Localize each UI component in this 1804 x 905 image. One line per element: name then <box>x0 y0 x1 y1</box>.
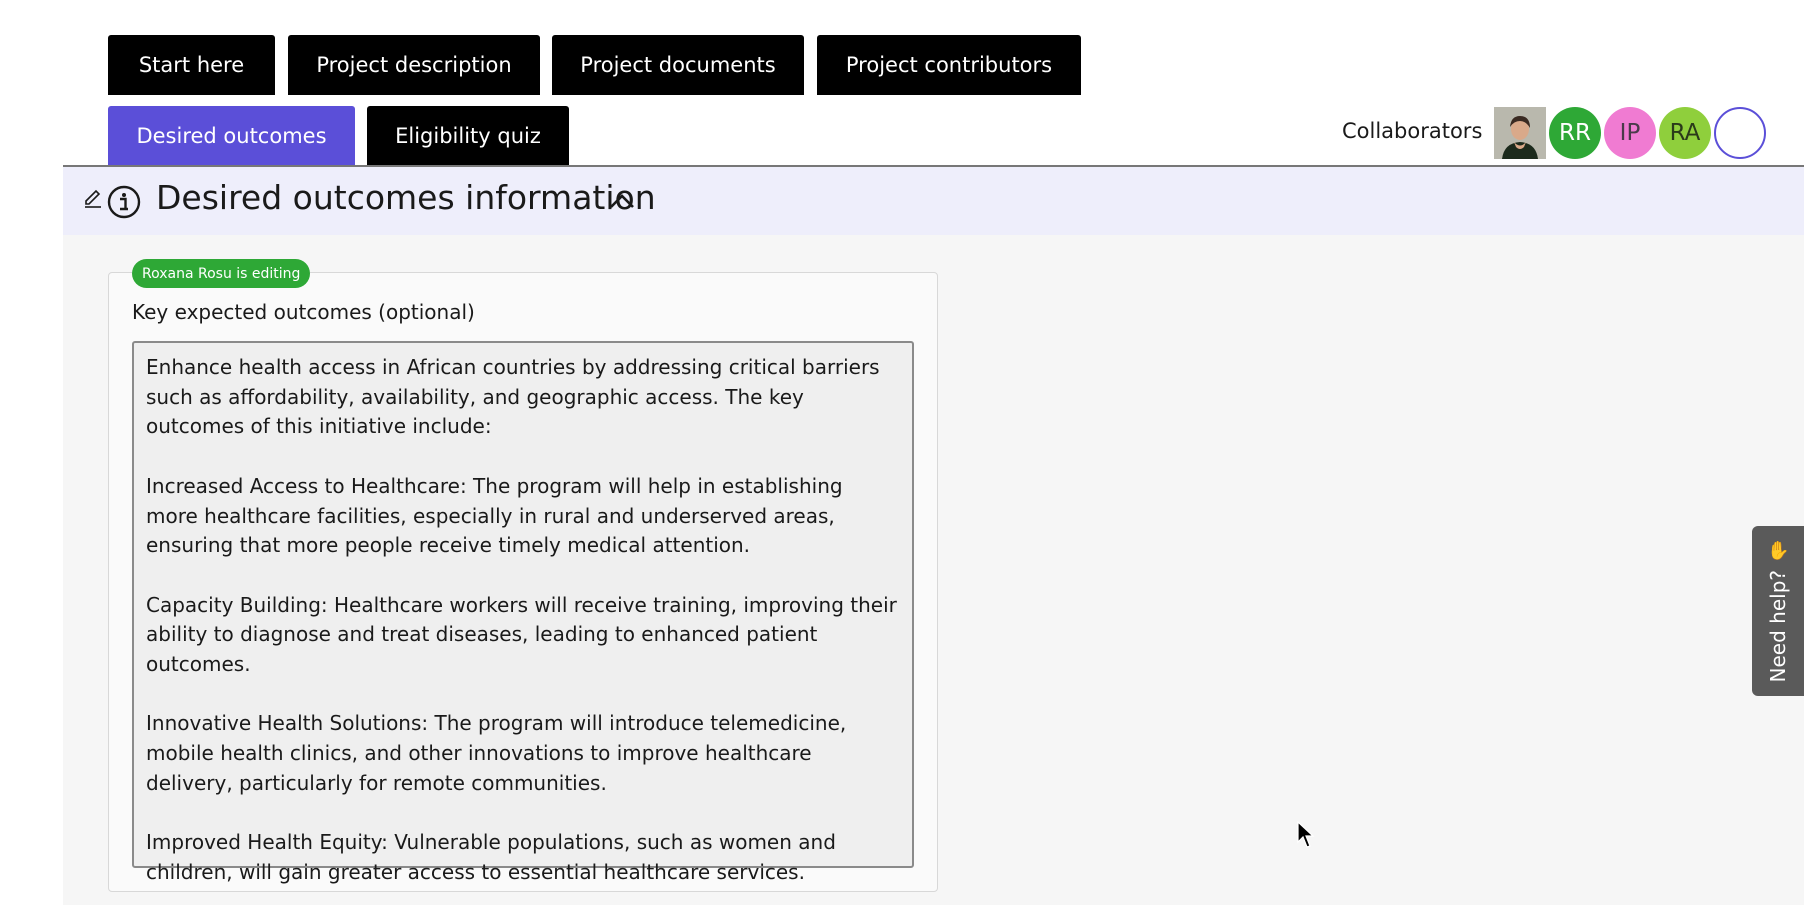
tab-project-documents[interactable]: Project documents <box>552 35 804 95</box>
field-label: Key expected outcomes (optional) <box>132 300 475 324</box>
editing-badge: Roxana Rosu is editing <box>132 259 310 288</box>
edit-icon[interactable] <box>82 186 104 208</box>
avatar-initials: RR <box>1559 120 1591 146</box>
tab-project-description[interactable]: Project description <box>288 35 540 95</box>
tab-desired-outcomes[interactable]: Desired outcomes <box>108 106 355 166</box>
section-title: Desired outcomes information <box>156 178 656 217</box>
chevron-up-icon[interactable] <box>608 192 636 210</box>
need-help-button[interactable] <box>1752 526 1804 696</box>
avatar-photo[interactable] <box>1494 107 1546 159</box>
outcomes-textarea[interactable] <box>132 341 914 884</box>
tab-project-contributors[interactable]: Project contributors <box>817 35 1081 95</box>
tab-start-here[interactable]: Start here <box>108 35 275 95</box>
avatar-empty[interactable] <box>1714 107 1766 159</box>
avatar-initials: RA <box>1669 120 1701 146</box>
avatar-ra[interactable] <box>1659 107 1711 159</box>
tab-eligibility-quiz[interactable]: Eligibility quiz <box>367 106 569 166</box>
user-photo-icon <box>1494 107 1546 159</box>
avatar-rr[interactable] <box>1549 107 1601 159</box>
textarea-paragraph: Enhance health access in African countries by addressing critical barriers such as affordability, availability, and geographic access. The key outcomes of this initiative include: <box>146 355 880 439</box>
textarea-paragraph: Innovative Health Solutions: The program will introduce telemedicine, mobile health clinics, and other innovations to improve healthcare delivery, particularly for remote communities. <box>146 711 847 795</box>
textarea-paragraph: Improved Health Equity: Vulnerable populations, such as women and children, will gain greater access to essential healthcare services. <box>146 830 836 884</box>
avatar-ip[interactable] <box>1604 107 1656 159</box>
textarea-paragraph: Capacity Building: Healthcare workers will receive training, improving their ability to diagnose and treat diseases, leading to enhanced patient outcomes. <box>146 592 897 676</box>
avatar-initials: IP <box>1619 120 1641 146</box>
textarea-paragraph: Increased Access to Healthcare: The program will help in establishing more healthcare facilities, especially in rural and underserved areas, ensuring that more people receive timely medical attention. <box>146 473 843 558</box>
info-icon[interactable] <box>107 185 141 219</box>
need-help-label: Need help? <box>1766 569 1790 683</box>
waving-hand-icon: ✋ <box>1766 540 1790 562</box>
collaborators-label: Collaborators <box>1342 119 1483 143</box>
mouse-cursor-icon <box>1297 821 1315 849</box>
